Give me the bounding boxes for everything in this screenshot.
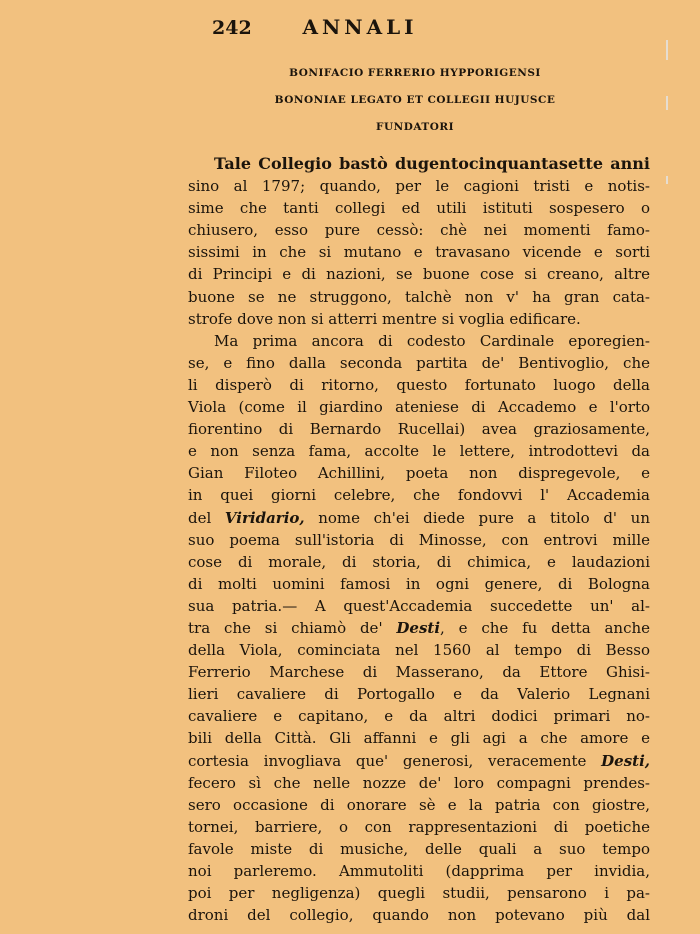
body-text: [188, 153, 650, 926]
text-line: di Principi e di nazioni, se buone cose si creano, altre: [188, 265, 650, 284]
text-line: [188, 750, 650, 772]
text-line: bili della Città. Gli affanni e gli agi a che amore e: [188, 729, 650, 748]
text-run: , e che fu detta anche: [440, 618, 651, 637]
binding-mark: [666, 96, 668, 110]
text-line: se, e fino dalla seconda partita de' Bentivoglio, che: [188, 353, 650, 372]
text-run: tra che si chiamò de': [188, 618, 397, 637]
text-line: in quei giorni celebre, che fondovvi l' Accademia: [188, 486, 650, 505]
text-line: e non senza fama, accolte le lettere, introdottevi da: [188, 442, 650, 461]
text-line: cose di morale, di storia, di chimica, e laudazioni: [188, 552, 650, 571]
text-line: di molti uomini famosi in ogni genere, di Bologna: [188, 574, 650, 593]
text-line: suo poema sull'istoria di Minosse, con entrovi mille: [188, 530, 650, 549]
text-line: tornei, barriere, o con rappresentazioni di poetiche: [188, 817, 650, 836]
italic-term: Viridario,: [224, 508, 305, 527]
running-title: ANNALI: [302, 15, 418, 39]
text-line: Ma prima ancora di codesto Cardinale eporegien-: [214, 331, 650, 350]
text-line: strofe dove non si atterri mentre si voglia edificare.: [188, 309, 581, 328]
text-line: noi parleremo. Ammutoliti (dapprima per invidia,: [188, 862, 650, 880]
italic-term: Desti: [396, 618, 441, 637]
text-line: Ferrerio Marchese di Masserano, da Ettore Ghisi-: [188, 663, 650, 682]
text-line: sero occasione di onorare sè e la patria con giostre,: [188, 795, 650, 814]
text-line: fiorentino di Bernardo Rucellai) avea graziosamente,: [188, 420, 650, 439]
text-line: fecero sì che nelle nozze de' loro compagni prendes-: [188, 773, 650, 792]
text-line: droni del collegio, quando non potevano più dal: [188, 906, 650, 925]
dedication-inscription: [180, 60, 650, 141]
italic-term: Desti,: [601, 751, 650, 770]
text-line: li disperò di ritorno, questo fortunato luogo della: [188, 375, 650, 394]
inscription-line: FUNDATORI: [376, 121, 454, 133]
text-line: sua patria.— A quest'Accademia succedette un' al-: [188, 596, 650, 615]
text-line: sime che tanti collegi ed utili istituti sospesero o: [188, 199, 650, 218]
binding-mark: [666, 176, 668, 184]
text-line: chiusero, esso pure cessò: chè nei momenti famo-: [188, 221, 650, 240]
text-line: poi per negligenza) quegli studii, pensarono i pa-: [188, 884, 650, 903]
text-line: della Viola, cominciata nel 1560 al tempo di Besso: [188, 641, 650, 660]
text-run: del: [188, 508, 225, 527]
text-run: cortesia invogliava que' generosi, veracemente: [188, 751, 602, 770]
text-line: buone se ne struggono, talchè non v' ha gran cata-: [188, 287, 650, 306]
text-line: [188, 617, 650, 639]
text-line: favole miste di musiche, delle quali a suo tempo: [188, 839, 650, 858]
text-line: sissimi in che si mutano e travasano vicende e sorti: [188, 243, 650, 262]
binding-mark: [666, 40, 668, 60]
page-number: 242: [212, 17, 252, 39]
text-line: cavaliere e capitano, e da altri dodici primari no-: [188, 707, 650, 726]
text-run: nome ch'ei diede pure a titolo d' un: [304, 508, 650, 527]
text-line: [188, 507, 650, 529]
inscription-line: BONIFACIO FERRERIO HYPPORIGENSI: [289, 67, 541, 79]
inscription-line: BONONIAE LEGATO ET COLLEGII HUJUSCE: [274, 94, 556, 106]
text-line: Tale Collegio bastò dugentocinquantasette anni: [214, 154, 650, 173]
text-line: Viola (come il giardino ateniese di Accademo e l'orto: [188, 398, 650, 417]
text-line: sino al 1797; quando, per le cagioni tristi e notis-: [188, 177, 650, 196]
running-head: [212, 15, 512, 43]
text-line: lieri cavaliere di Portogallo e da Valerio Legnani: [188, 685, 650, 704]
text-line: Gian Filoteo Achillini, poeta non dispregevole, e: [188, 464, 650, 483]
